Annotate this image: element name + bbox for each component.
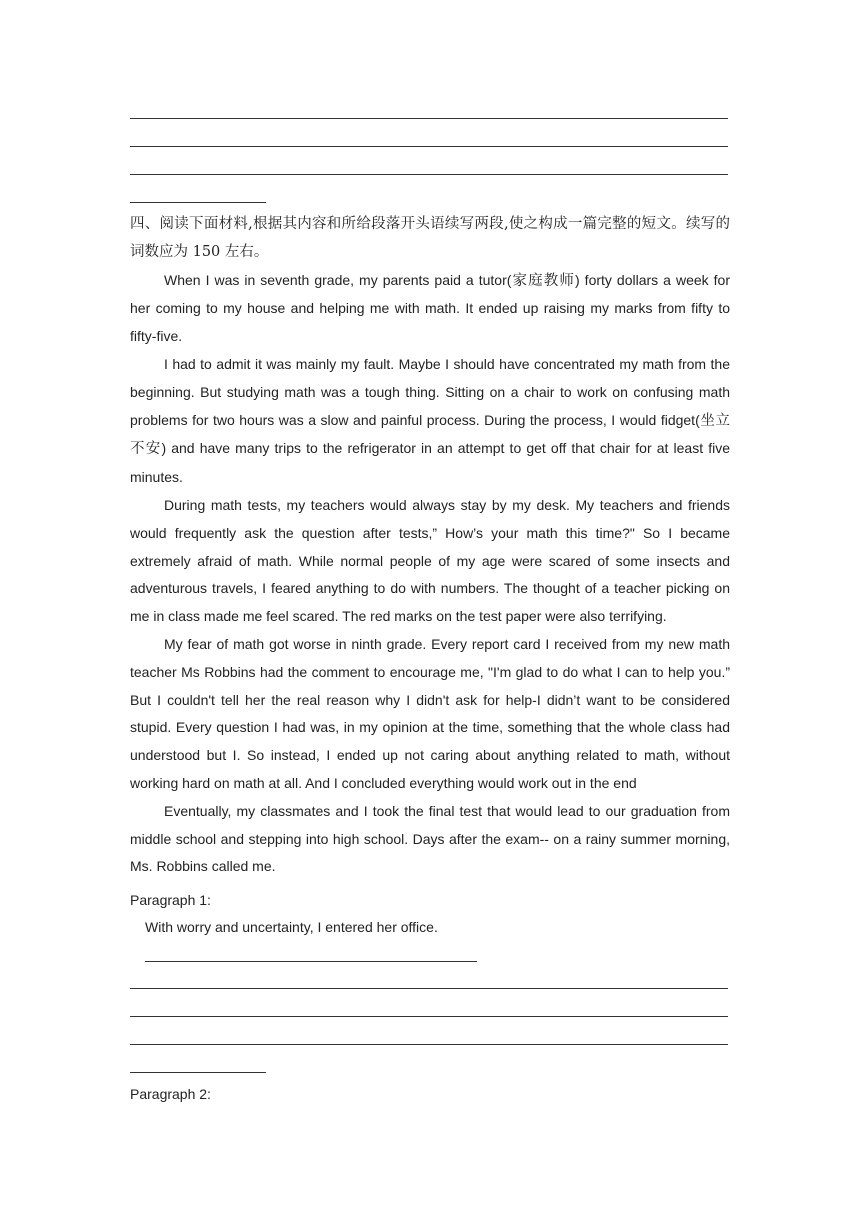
answer-line (130, 146, 728, 147)
paragraph-1-opening: With worry and uncertainty, I entered her office. (145, 919, 438, 935)
answer-line (130, 174, 728, 175)
passage-block (130, 211, 730, 881)
answer-line (130, 118, 728, 119)
paragraph-1-label: Paragraph 1: (130, 892, 211, 908)
paragraph-text: When I was in seventh grade, my parents paid a tutor( (164, 271, 512, 288)
paragraph-text: I had to admit it was mainly my fault. Maybe I should have concentrated my math from the beginning. But studying math was a tough thing. Sitting on a chair to work on confusing math problems for two hours was a slow and painful process. During the process, I would fidget( (130, 355, 730, 428)
passage-paragraph-3 (130, 492, 730, 631)
answer-line (130, 1016, 728, 1017)
paragraph-2-label: Paragraph 2: (130, 1086, 211, 1102)
paragraph-text: My fear of math got worse in ninth grade. Every report card I received from my new math teacher Ms Robbins had the comment to encourage me, "I'm glad to do what I can to help you.” But I couldn't tell her the real reason why I didn't ask for help-I didn’t want to be considered stupid. Every question I had was, in my opinion at the time, something that the whole class had understood but I. So instead, I ended up not caring about anything related to math, without working hard on math at all. And I concluded everything would work out in the end (130, 635, 730, 791)
passage-paragraph-4 (130, 631, 730, 798)
paragraph-text: During math tests, my teachers would always stay by my desk. My teachers and friends would frequently ask the question after tests,” How’s your math this time?" So I became extremely afraid of math. While normal people of my age were scared of some insects and adventurous travels, I feared anything to do with numbers. The thought of a teacher picking on me in class made me feel scared. The red marks on the test paper were also terrifying. (130, 496, 730, 625)
passage-paragraph-2 (130, 351, 730, 492)
paragraph-text: ) forty dollars a week for her coming to my house and helping me with math. It ended up raising my marks from fifty to fifty-five. (130, 271, 730, 345)
passage-paragraph-5 (130, 798, 730, 881)
answer-line-short (130, 202, 266, 203)
answer-line-short (130, 1072, 266, 1073)
answer-line (130, 1044, 728, 1045)
section-instruction: 四、阅读下面材料,根据其内容和所给段落开头语续写两段,使之构成一篇完整的短文。续写的词数应为 150 左右。 (130, 216, 730, 260)
paragraph-text: ) and have many trips to the refrigerator in an attempt to get off that chair for at least five minutes. (130, 440, 730, 486)
answer-line (130, 988, 728, 989)
paragraph-text: Eventually, my classmates and I took the final test that would lead to our graduation from middle school and stepping into high school. Days after the exam-- on a rainy summer morning, Ms. Robbins called me. (130, 802, 730, 875)
passage-paragraph-1 (130, 267, 730, 351)
chinese-gloss: 家庭教师 (511, 272, 575, 289)
chinese-gloss: 坐立不安 (130, 412, 730, 458)
answer-line (145, 961, 477, 962)
